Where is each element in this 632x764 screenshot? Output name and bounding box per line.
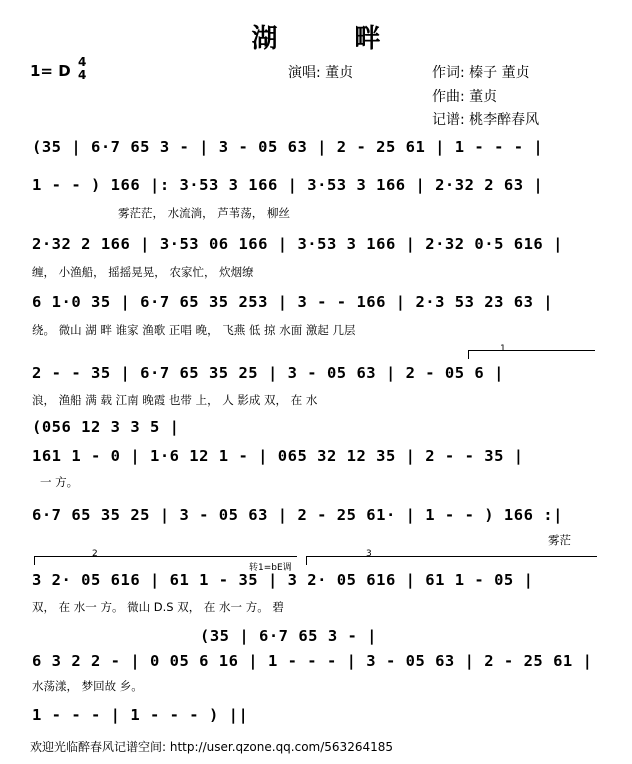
volta-bracket	[468, 350, 595, 359]
lyrics-line: 缠， 小渔船， 摇摇晃晃， 农家忙， 炊烟缭	[32, 265, 254, 279]
score-row: 1 - - - | 1 - - - ) ||	[32, 706, 249, 724]
lyrics-line: 一 方。	[40, 475, 79, 489]
page-title: 湖 畔	[251, 24, 415, 54]
lyrics-line: 绕。 微山 湖 畔 谁家 渔歌 正唱 晚， 飞燕 低 掠 水面 激起 几层	[32, 323, 356, 337]
score-row: 6·7 65 35 25 | 3 - 05 63 | 2 - 25 61· | 1 - - ) 166 :|	[32, 506, 563, 524]
score-row: 2·32 2 166 | 3·53 06 166 | 3·53 3 166 | 2·32 0·5 616 |	[32, 235, 563, 253]
transcriber-credit: 记谱: 桃李醉春风	[432, 112, 540, 128]
score-row: (056 12 3 3 5 |	[32, 418, 180, 436]
volta-bracket	[306, 556, 597, 565]
score-row: 161 1 - 0 | 1·6 12 1 - | 065 32 12 35 | 2 - - 35 |	[32, 447, 524, 465]
lyrics-line: 双， 在 水一 方。 微山 D.S 双， 在 水一 方。 碧	[32, 600, 284, 614]
volta-number: 1	[500, 344, 506, 354]
score-row: 6 1·0 35 | 6·7 65 35 253 | 3 - - 166 | 2·3 53 23 63 |	[32, 293, 554, 311]
lyrics-line: 雾茫	[548, 533, 571, 547]
volta-number: 2	[92, 549, 98, 559]
key-signature: 1= D	[30, 62, 71, 80]
score-row: 3 2· 05 616 | 61 1 - 35 | 3 2· 05 616 | 61 1 - 05 |	[32, 571, 534, 589]
time-signature	[78, 56, 86, 82]
score-row: (35 | 6·7 65 3 - |	[200, 627, 377, 645]
footer-link[interactable]: 欢迎光临醉春风记谱空间: http://user.qzone.qq.com/563264185	[30, 740, 394, 754]
time-signature-top: 4	[78, 55, 87, 69]
modulation-note: 转1=bE调	[249, 563, 292, 573]
lyrics-line: 雾茫茫， 水流淌， 芦苇荡， 柳丝	[118, 206, 290, 220]
score-row: 6 3 2 2 - | 0 05 6 16 | 1 - - - | 3 - 05 63 | 2 - 25 61 |	[32, 652, 593, 670]
lyricist-credit: 作词: 榛子 董贞	[432, 65, 530, 81]
lyrics-line: 水荡漾， 梦回故 乡。	[32, 679, 143, 693]
score-row: (35 | 6·7 65 3 - | 3 - 05 63 | 2 - 25 61 | 1 - - - |	[32, 138, 544, 156]
score-row: 1 - - ) 166 |: 3·53 3 166 | 3·53 3 166 | 2·32 2 63 |	[32, 176, 544, 194]
volta-number: 3	[366, 549, 372, 559]
composer-credit: 作曲: 董贞	[432, 89, 498, 105]
time-signature-bottom: 4	[78, 68, 87, 82]
singer-credit: 演唱: 董贞	[288, 65, 354, 81]
lyrics-line: 浪， 渔船 满 载 江南 晚霞 也带 上， 人 影成 双， 在 水	[32, 393, 318, 407]
score-row: 2 - - 35 | 6·7 65 35 25 | 3 - 05 63 | 2 - 05 6 |	[32, 364, 504, 382]
